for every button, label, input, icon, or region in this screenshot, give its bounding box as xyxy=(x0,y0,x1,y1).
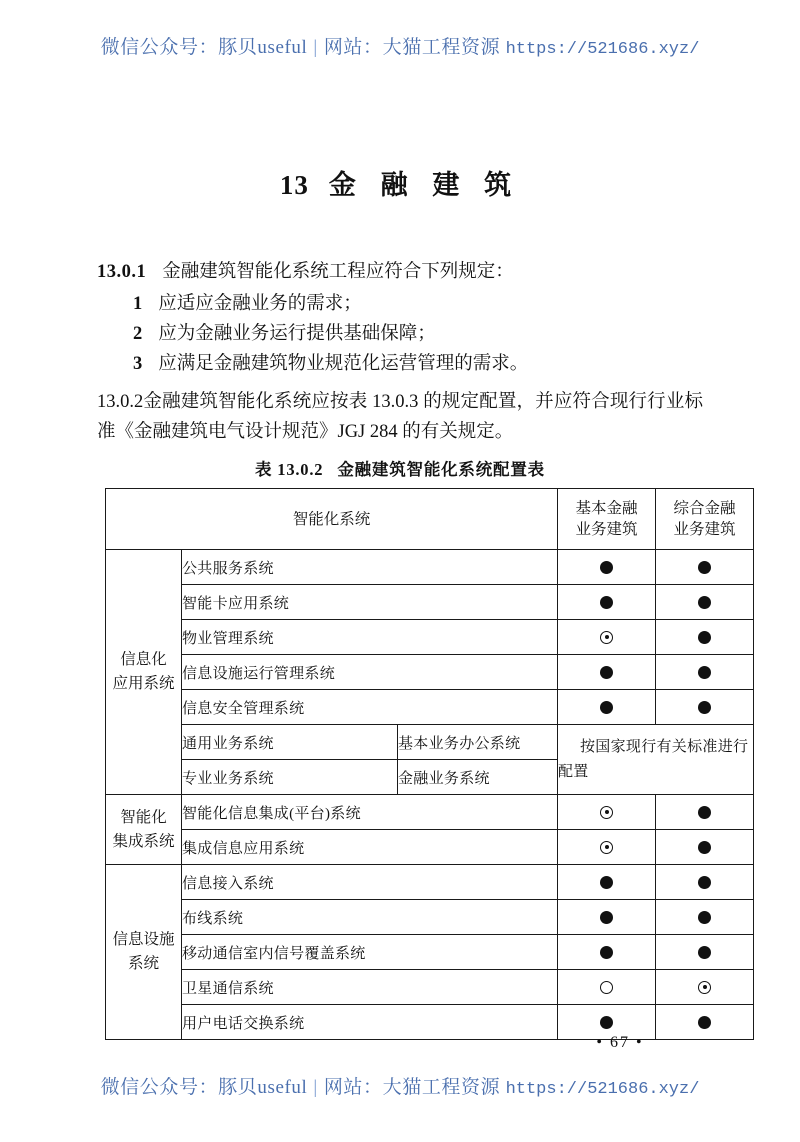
table-header-row xyxy=(106,489,754,550)
system-name: 公共服务系统 xyxy=(182,550,558,585)
table-row xyxy=(106,655,754,690)
system-subname: 金融业务系统 xyxy=(398,760,558,795)
system-name: 智能化信息集成(平台)系统 xyxy=(182,795,558,830)
value-basic xyxy=(558,900,656,935)
table-caption-number: 表 13.0.2 xyxy=(255,460,324,479)
filled-circle-icon xyxy=(698,701,711,714)
system-name: 集成信息应用系统 xyxy=(182,830,558,865)
filled-circle-icon xyxy=(698,946,711,959)
dotted-circle-icon xyxy=(698,981,711,994)
system-name: 用户电话交换系统 xyxy=(182,1005,558,1040)
group-label-line2: 集成系统 xyxy=(112,832,175,850)
filled-circle-icon xyxy=(698,806,711,819)
filled-circle-icon xyxy=(698,911,711,924)
table-row xyxy=(106,865,754,900)
clause-subitem xyxy=(97,349,703,379)
dotted-circle-icon xyxy=(600,841,613,854)
clause-13-0-1 xyxy=(97,258,703,287)
filled-circle-icon xyxy=(698,631,711,644)
value-basic xyxy=(558,795,656,830)
configuration-note xyxy=(558,725,754,795)
filled-circle-icon xyxy=(698,876,711,889)
table-row xyxy=(106,725,754,760)
table-row xyxy=(106,795,754,830)
document-body xyxy=(97,258,703,447)
group-label-line1: 信息设施 xyxy=(112,931,175,948)
page-number: • 67 • xyxy=(596,1034,644,1051)
value-basic xyxy=(558,865,656,900)
system-name: 信息接入系统 xyxy=(182,865,558,900)
clause-text: 金融建筑智能化系统工程应符合下列规定： xyxy=(162,262,514,282)
table-row xyxy=(106,935,754,970)
watermark-separator: | xyxy=(313,37,318,58)
watermark-footer xyxy=(0,1072,800,1099)
value-comprehensive xyxy=(656,550,754,585)
value-basic xyxy=(558,830,656,865)
system-name: 信息设施运行管理系统 xyxy=(182,655,558,690)
header-comprehensive-line1: 综合金融 xyxy=(673,500,736,517)
clause-number: 13.0.1 xyxy=(97,262,147,282)
filled-circle-icon xyxy=(698,1016,711,1029)
chapter-name: 金 融 建 筑 xyxy=(328,170,521,200)
value-comprehensive xyxy=(656,690,754,725)
page-title xyxy=(0,163,800,202)
configuration-note-text: 按国家现行有关标准进行配置 xyxy=(558,738,749,780)
system-name: 通用业务系统 xyxy=(182,725,398,760)
system-name: 信息安全管理系统 xyxy=(182,690,558,725)
table-row xyxy=(106,585,754,620)
value-comprehensive xyxy=(656,865,754,900)
watermark-site-label: 网站：大猫工程资源 xyxy=(323,1077,501,1098)
value-comprehensive xyxy=(656,655,754,690)
value-basic xyxy=(558,690,656,725)
system-name: 卫星通信系统 xyxy=(182,970,558,1005)
filled-circle-icon xyxy=(698,841,711,854)
value-basic xyxy=(558,550,656,585)
watermark-url: https://521686.xyz/ xyxy=(505,1080,700,1099)
value-comprehensive xyxy=(656,900,754,935)
system-name: 物业管理系统 xyxy=(182,620,558,655)
group-label-line2: 系统 xyxy=(127,955,159,972)
header-comprehensive xyxy=(656,489,754,550)
filled-circle-icon xyxy=(600,946,613,959)
system-name: 移动通信室内信号覆盖系统 xyxy=(182,935,558,970)
group-label-informatization xyxy=(106,550,182,795)
group-label-line1: 信息化 xyxy=(120,651,167,668)
dotted-circle-icon xyxy=(600,631,613,644)
value-comprehensive xyxy=(656,585,754,620)
value-comprehensive xyxy=(656,795,754,830)
watermark-site-label: 网站：大猫工程资源 xyxy=(323,37,501,58)
header-basic xyxy=(558,489,656,550)
value-comprehensive xyxy=(656,620,754,655)
system-name: 智能卡应用系统 xyxy=(182,585,558,620)
filled-circle-icon xyxy=(698,666,711,679)
watermark-url: https://521686.xyz/ xyxy=(505,40,700,59)
clause-subitem xyxy=(97,319,703,349)
filled-circle-icon xyxy=(600,911,613,924)
filled-circle-icon xyxy=(600,876,613,889)
value-basic xyxy=(558,935,656,970)
filled-circle-icon xyxy=(600,561,613,574)
table-row xyxy=(106,970,754,1005)
system-name: 专业业务系统 xyxy=(182,760,398,795)
filled-circle-icon xyxy=(698,596,711,609)
header-basic-line2: 业务建筑 xyxy=(575,521,638,538)
table-row xyxy=(106,900,754,935)
subitem-text: 应适应金融业务的需求； xyxy=(158,294,362,314)
chapter-number: 13 xyxy=(279,170,309,200)
header-system: 智能化系统 xyxy=(106,489,558,550)
clause-13-0-2 xyxy=(97,387,703,447)
filled-circle-icon xyxy=(600,1016,613,1029)
system-subname: 基本业务办公系统 xyxy=(398,725,558,760)
table-row xyxy=(106,830,754,865)
clause-subitem xyxy=(97,289,703,319)
table-row xyxy=(106,690,754,725)
table-row xyxy=(106,620,754,655)
header-comprehensive-line2: 业务建筑 xyxy=(673,521,736,538)
watermark-separator: | xyxy=(313,1077,318,1098)
value-basic xyxy=(558,970,656,1005)
value-comprehensive xyxy=(656,830,754,865)
system-name: 布线系统 xyxy=(182,900,558,935)
filled-circle-icon xyxy=(698,561,711,574)
value-comprehensive xyxy=(656,970,754,1005)
value-basic xyxy=(558,620,656,655)
table-caption xyxy=(0,456,800,480)
subitem-number: 1 xyxy=(133,294,143,314)
subitem-text: 应为金融业务运行提供基础保障； xyxy=(158,324,436,344)
group-label-line2: 应用系统 xyxy=(112,675,175,692)
watermark-wechat-label: 微信公众号：豚贝useful xyxy=(100,1077,308,1098)
value-comprehensive xyxy=(656,935,754,970)
filled-circle-icon xyxy=(600,596,613,609)
subitem-number: 3 xyxy=(133,354,143,374)
clause-text: 金融建筑智能化系统应按表 13.0.3 的规定配置，并应符合现行行业标准《金融建筑电气设计规范》JGJ 284 的有关规定。 xyxy=(97,392,703,442)
table-caption-title: 金融建筑智能化系统配置表 xyxy=(337,460,545,479)
group-label-integration xyxy=(106,795,182,865)
system-configuration-table xyxy=(105,488,754,1040)
header-basic-line1: 基本金融 xyxy=(575,500,638,517)
watermark-header xyxy=(0,32,800,59)
table-row xyxy=(106,550,754,585)
subitem-text: 应满足金融建筑物业规范化运营管理的需求。 xyxy=(158,354,529,374)
value-basic xyxy=(558,585,656,620)
clause-number: 13.0.2 xyxy=(97,392,144,412)
value-basic xyxy=(558,655,656,690)
subitem-number: 2 xyxy=(133,324,143,344)
group-label-line1: 智能化 xyxy=(120,808,167,826)
watermark-wechat-label: 微信公众号：豚贝useful xyxy=(100,37,308,58)
filled-circle-icon xyxy=(600,701,613,714)
hollow-circle-icon xyxy=(600,981,613,994)
filled-circle-icon xyxy=(600,666,613,679)
group-label-infrastructure xyxy=(106,865,182,1040)
dotted-circle-icon xyxy=(600,806,613,819)
